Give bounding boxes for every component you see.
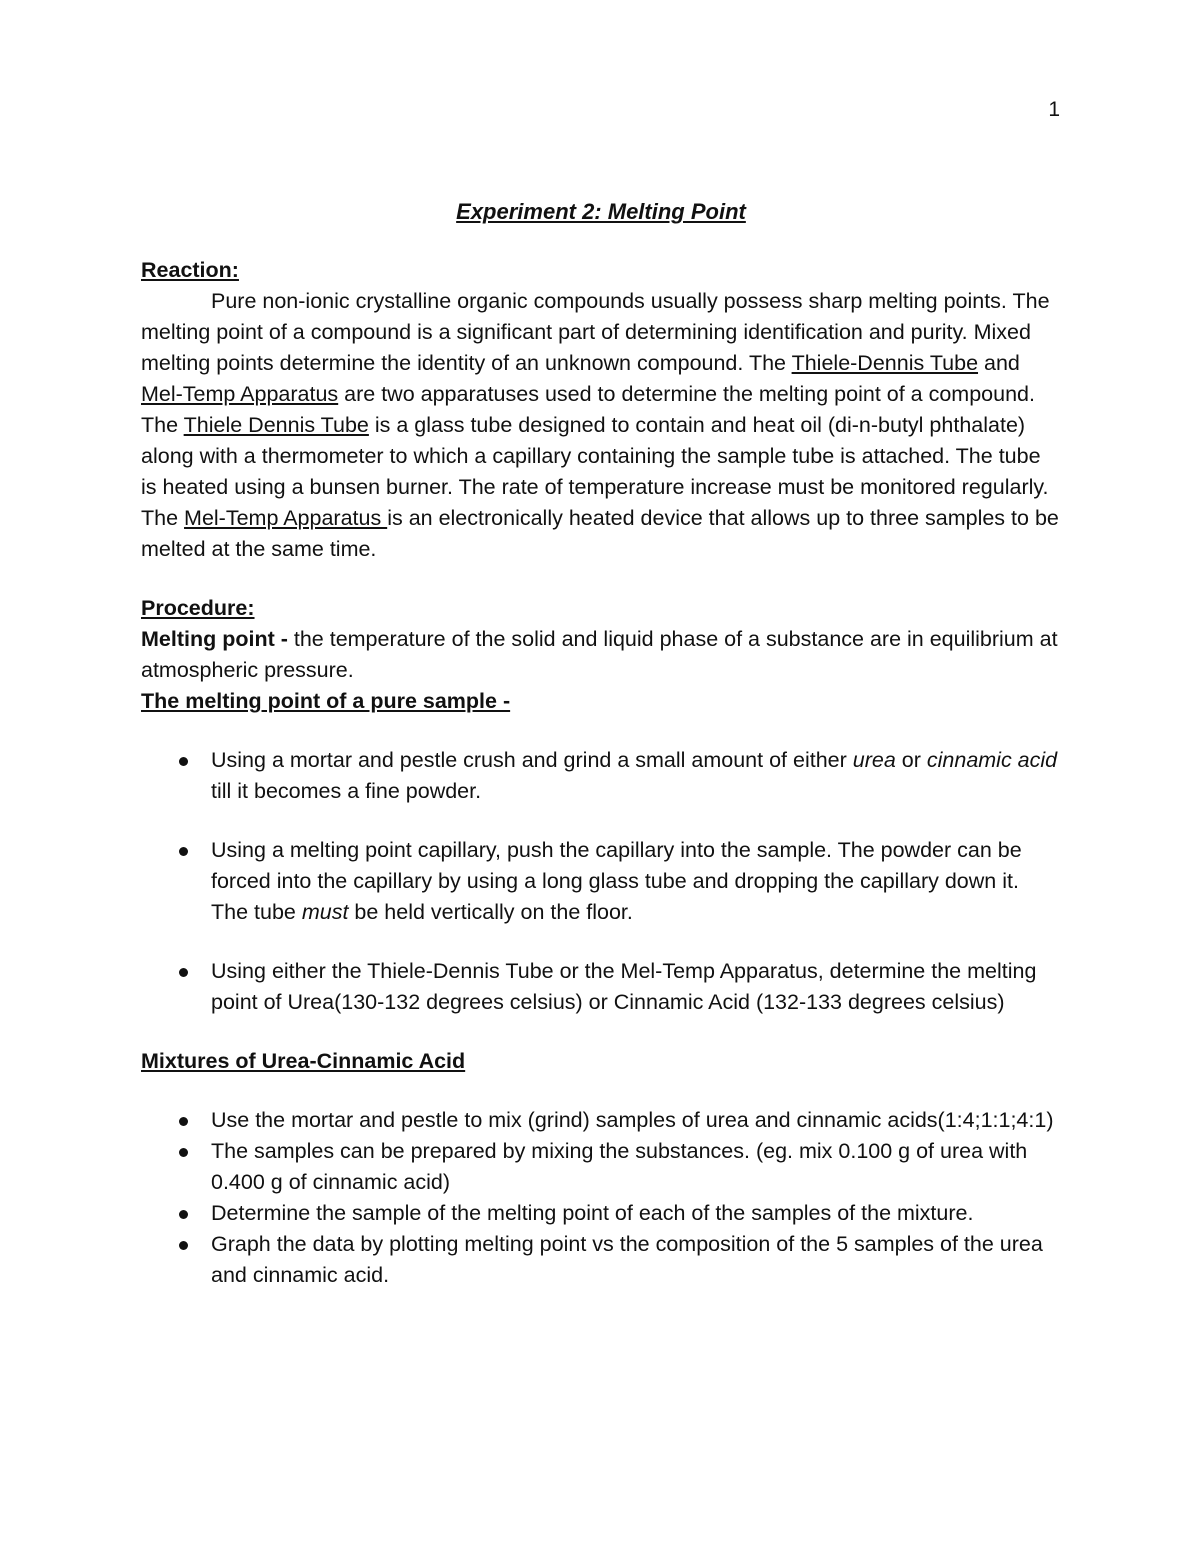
reaction-text-2: are two apparatuses used to determine the melting point of a compound. The bbox=[141, 382, 1035, 437]
step-text: Using a mortar and pestle crush and grind a small amount of either bbox=[211, 748, 853, 772]
mel-temp-apparatus-link[interactable]: Mel-Temp Apparatus bbox=[141, 382, 339, 406]
pure-sample-steps bbox=[141, 745, 1061, 1018]
pure-sample-subheading: The melting point of a pure sample - bbox=[141, 689, 511, 713]
procedure-heading: Procedure: bbox=[141, 596, 255, 620]
must-term: must bbox=[301, 900, 349, 924]
reaction-heading: Reaction: bbox=[141, 258, 239, 282]
reaction-text-3: is a glass tube designed to contain and heat oil (di-n-butyl phthalate) along with a thermometer to which a capillary containing the sample tube is attached. The tube is heated using a bunsen burner. The rate of temperature increase must be monitored regularly. The bbox=[141, 413, 1049, 530]
step-text: be held vertically on the floor. bbox=[348, 900, 633, 924]
urea-term: urea bbox=[852, 748, 896, 772]
list-item: Use the mortar and pestle to mix (grind) samples of urea and cinnamic acids(1:4;1:1;4:1) bbox=[141, 1105, 1061, 1136]
reaction-text-1: Pure non-ionic crystalline organic compounds usually possess sharp melting points. The melting point of a compound is a significant part of determining identification and purity. Mixed melting points determine the identity of an unknown compound. The bbox=[141, 289, 1050, 375]
reaction-paragraph bbox=[141, 286, 1061, 565]
definition-term: Melting point - bbox=[141, 627, 294, 651]
document-body bbox=[141, 196, 1061, 1291]
list-item: Graph the data by plotting melting point vs the composition of the 5 samples of the urea and cinnamic acid. bbox=[141, 1229, 1061, 1291]
list-item bbox=[141, 745, 1061, 807]
reaction-text-4: is an electronically heated device that allows up to three samples to be melted at the same time. bbox=[141, 506, 1059, 561]
melting-point-definition bbox=[141, 624, 1061, 686]
definition-text: the temperature of the solid and liquid phase of a substance are in equilibrium at atmospheric pressure. bbox=[141, 627, 1058, 682]
reaction-and: and bbox=[978, 351, 1020, 375]
list-item bbox=[141, 835, 1061, 928]
mel-temp-apparatus-link-2[interactable]: Mel-Temp Apparatus bbox=[184, 506, 388, 530]
page-number: 1 bbox=[1048, 98, 1060, 121]
thiele-dennis-tube-link-2[interactable]: Thiele Dennis Tube bbox=[183, 413, 369, 437]
mixtures-heading: Mixtures of Urea-Cinnamic Acid bbox=[141, 1049, 466, 1073]
list-item: The samples can be prepared by mixing the substances. (eg. mix 0.100 g of urea with 0.400 g of cinnamic acid) bbox=[141, 1136, 1061, 1198]
thiele-dennis-tube-link[interactable]: Thiele-Dennis Tube bbox=[791, 351, 979, 375]
step-text: till it becomes a fine powder. bbox=[211, 779, 482, 803]
document-title: Experiment 2: Melting Point bbox=[456, 199, 746, 224]
list-item: Determine the sample of the melting point of each of the samples of the mixture. bbox=[141, 1198, 1061, 1229]
step-text: Using a melting point capillary, push the capillary into the sample. The powder can be forced into the capillary by using a long glass tube and dropping the capillary down it. The tube bbox=[211, 838, 1022, 924]
list-item: Using either the Thiele-Dennis Tube or the Mel-Temp Apparatus, determine the melting point of Urea(130-132 degrees celsius) or Cinnamic Acid (132-133 degrees celsius) bbox=[141, 956, 1061, 1018]
mixture-steps bbox=[141, 1105, 1061, 1291]
cinnamic-acid-term: cinnamic acid bbox=[926, 748, 1058, 772]
step-text: or bbox=[895, 748, 927, 772]
